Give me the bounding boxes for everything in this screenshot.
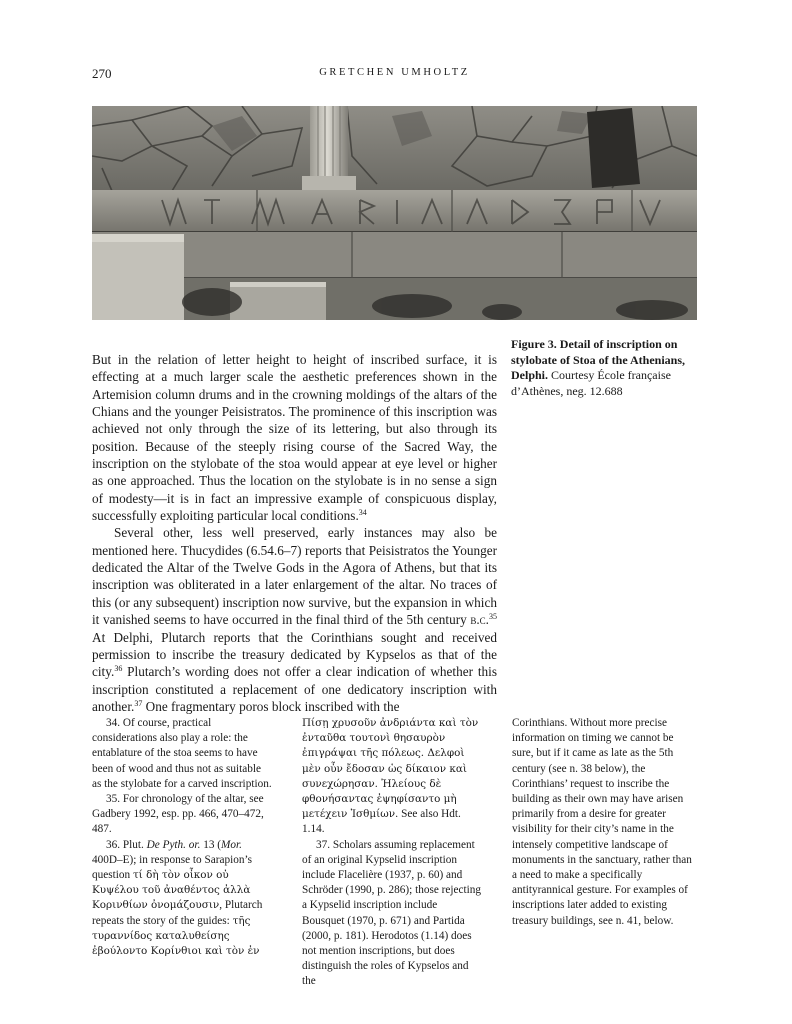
paragraph-2-text-c: Plutarch’s wording does not offer a clear indication of whether this inscription constituted a replacement of one dedicatory inscription with another. xyxy=(92,664,497,714)
footnote-36-text-d: , Plutarch repeats the story of the guides: xyxy=(92,899,263,927)
footnote-37-continued: Corinthians. Without more precise information on timing we cannot be sure, but if it came as late as the 5th century (see n. 38 below), the Corinthians’ request to inscribe the building as their own may have arisen primarily from a desire for greater visibility for their city’s name in the intensely competitive landscape of monuments in the sanctuary, rather than a need to make a specifically antityrannical gesture. For examples of inscriptions later added to existing treasury buildings, see n. 41, below. xyxy=(512,717,692,927)
footnote-column-2 xyxy=(302,716,482,990)
footnote-36 xyxy=(92,838,272,960)
stylobate-photo-drawing xyxy=(92,106,697,320)
footnote-36-text-b: 13 ( xyxy=(200,838,222,851)
greek-quote-3: Πίσῃ χρυσοῦν ἀνδριάντα καὶ τὸν ἐνταῦθα τουτονὶ θησαυρὸν ἐπιγράψαι τῆς πόλεως. Δελφοὶ μὲν οὖν ἔδοσαν ὡς δίκαιον καὶ συνεχώρησαν. Ἠλείους δὲ φθονήσαντας ἐψηφίσαντο μὴ μετέχειν Ἰσθμίων. xyxy=(302,717,479,821)
footnote-36-lead: 36. Plut. xyxy=(106,838,147,851)
paragraph-1 xyxy=(92,351,497,524)
footnote-column-1 xyxy=(92,716,272,959)
footnote-37: 37. Scholars assuming replacement of an original Kypselid inscription include Flacelière (1937, p. 60) and Schröder (1990, p. 286); those rejecting a Kypselid inscription include Bousquet (1970, p. 671) and Partida (2000, p. 181). Herodotos (1.14) does not mention inscriptions, but does distinguish the roles of Kypselos and the xyxy=(302,838,482,988)
note-ref-35: 35 xyxy=(489,612,497,622)
footnote-36-moralia: Mor. xyxy=(221,838,242,851)
greek-quote-1: τί δὴ τὸν οἶκον οὐ Κυψέλου τοῦ ἀναθέντος ἀλλὰ Κορινθίων ὀνομάζουσιν xyxy=(92,869,251,912)
footnote-36-text-e: See also Hdt. 1.14. xyxy=(302,808,461,836)
paragraph-2 xyxy=(92,524,497,715)
note-ref-34: 34 xyxy=(358,508,367,518)
footnote-34: 34. Of course, practical considerations also play a role: the entablature of the stoa seems to have been of wood and thus not as suitable as the stylobate for a carved inscription. xyxy=(92,717,272,790)
paragraph-2-text-a: Several other, less well preserved, early instances may also be mentioned here. Thucydides (6.54.6–7) reports that Peisistratos the Younger dedicated the Altar of the Twelve Gods in the Agora of Athens, but that its inscription was obliterated in a later enlargement of the altar. No traces of this (or any subsequent) inscription now survive, but the expansion in which it vanished seems to have occurred in the final third of the 5th century xyxy=(92,525,497,628)
main-text xyxy=(92,351,497,715)
figure-3-photograph xyxy=(92,106,697,320)
paragraph-1-text: But in the relation of letter height to height of inscribed surface, it is effecting at a much larger scale the aesthetic preferences shown in the Artemision column drums and in the crowning moldings of the altars of the Chians and the younger Peisistratos. The prominence of this inscription was achieved not only through the size of its lettering, but also through its position. Because of the steeply rising course of the Sacred Way, the inscription on the stylobate of the stoa would appear at eye level or higher as one approached. Thus the location on the stylobate is in no sense a sign of modesty—it is in fact an impressive example of conspicuous display, successfully exploiting particular local conditions. xyxy=(92,352,497,524)
paragraph-2-text-b: At Delphi, Plutarch reports that the Corinthians sought and received permission to inscribe the treasury dedicated by Kypselos as that of the city. xyxy=(92,629,497,680)
figure-caption-title: Figure 3. Detail of inscription on stylobate of Stoa of the Athenians, Delphi. xyxy=(511,337,686,382)
note-ref-37: 37 xyxy=(134,698,143,708)
figure-caption xyxy=(511,337,701,399)
greek-quote-2: τῆς τυραννίδος καταλυθείσης ἐβούλοντο Κορίνθιοι καὶ τὸν ἐν xyxy=(92,914,260,958)
paragraph-2-text-d: One fragmentary poros block inscribed with the xyxy=(142,698,400,714)
footnote-36-work-title: De Pyth. or. xyxy=(146,838,201,851)
running-head-author: GRETCHEN UMHOLTZ xyxy=(319,67,470,78)
running-head xyxy=(92,66,697,84)
page-number: 270 xyxy=(92,66,112,81)
figure-caption-credit: Courtesy École française d’Athènes, neg. 12.688 xyxy=(511,368,671,398)
footnote-36-text-c: 400D–E); in response to Sarapion’s question xyxy=(92,853,252,882)
note-ref-36: 36 xyxy=(114,664,123,674)
footnote-35: 35. For chronology of the altar, see Gadbery 1992, esp. pp. 466, 470–472, 487. xyxy=(92,793,264,836)
footnote-36-continued xyxy=(302,716,482,838)
footnote-column-3 xyxy=(512,716,692,929)
era-abbreviation: b.c. xyxy=(470,612,489,628)
